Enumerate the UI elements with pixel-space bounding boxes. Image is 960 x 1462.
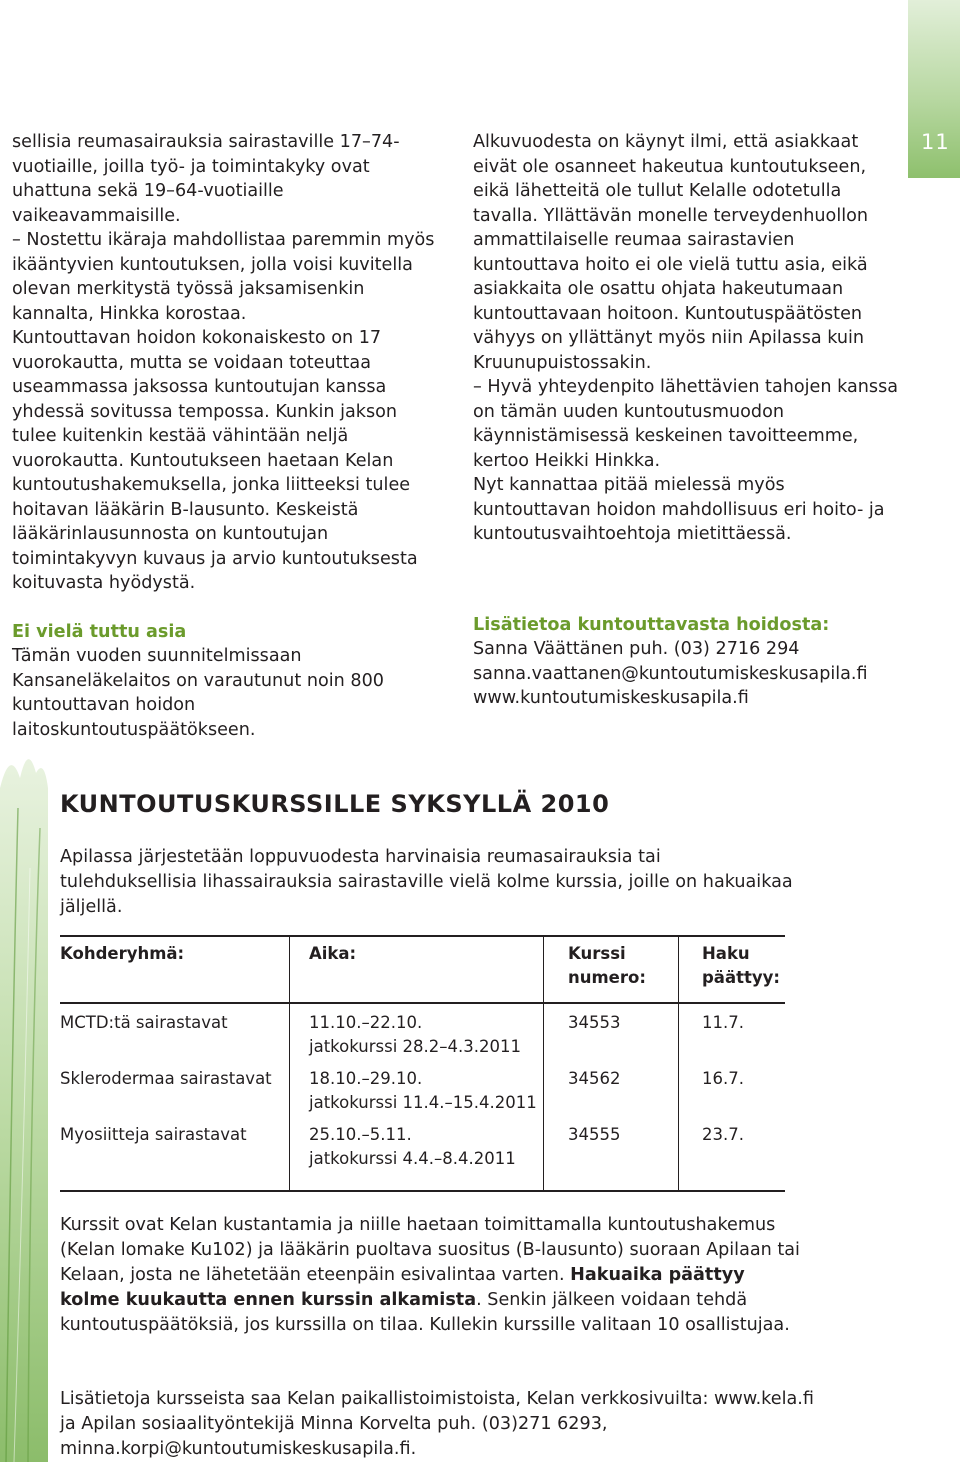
outro-deadline-emphasis: Hakuaika päättyy kolme kuukautta ennen kurssin alkamista xyxy=(60,1265,745,1310)
left-para-2: – Nostettu ikäraja mahdollistaa paremmin myös ikääntyvien kuntoutuksen, jolla voisi kuvitella olevan merkitystä työssä jaksamisenkin kannalta, Hinkka korostaa. xyxy=(12,230,435,324)
table-row-1-time: 11.10.–22.10. xyxy=(309,1013,423,1032)
table-row-2-group: Sklerodermaa sairastavat xyxy=(60,1069,272,1088)
course-intro: Apilassa järjestetään loppuvuodesta harvinaisia reumasairauksia tai tulehduksellisia lihassairauksia sairastaville vielä kolme kurssia, joille on hakuaikaa jäljellä. xyxy=(60,847,793,917)
info-web-link[interactable]: www.kuntoutumiskeskusapila.fi xyxy=(473,688,749,708)
course-box-title: KUNTOUTUSKURSSILLE SYKSYLLÄ 2010 xyxy=(60,790,610,818)
table-row-1-deadline: 11.7. xyxy=(702,1013,744,1032)
right-para-2: – Hyvä yhteydenpito lähettävien tahojen kanssa on tämän uuden kuntoutusmuodon käynnistämisessä keskeinen tavoitteemme, kertoo Heikki Hinkka. xyxy=(473,377,899,471)
header-target-group: Kohderyhmä: xyxy=(60,944,185,963)
table-row-2-number: 34562 xyxy=(568,1069,621,1088)
right-column xyxy=(473,130,903,711)
outro-text-b: . Senkin jälkeen voidaan tehdä kuntoutuspäätöksiä, jos kurssilla on tilaa. Kullekin kurssille valitaan 10 osallistujaa. xyxy=(60,1290,790,1335)
section-subheading: Ei vielä tuttu asia xyxy=(12,621,187,642)
table-row-2-deadline: 16.7. xyxy=(702,1069,744,1088)
table-row-3-time-extra: jatkokurssi 4.4.–8.4.2011 xyxy=(309,1149,516,1168)
info-email-link[interactable]: sanna.vaattanen@kuntoutumiskeskusapila.fi xyxy=(473,663,868,684)
table-row-2-time-extra: jatkokurssi 11.4.–15.4.2011 xyxy=(309,1093,537,1112)
right-para-3: Nyt kannattaa pitää mielessä myös kuntouttavan hoidon mahdollisuus eri hoito- ja kuntoutusvaihtoehtoja mietittäessä. xyxy=(473,475,885,544)
info-contact-name: Sanna Väättänen puh. (03) 2716 294 xyxy=(473,639,800,659)
table-row-1-number: 34553 xyxy=(568,1013,621,1032)
course-outro xyxy=(60,1213,810,1338)
right-para-1: Alkuvuodesta on käynyt ilmi, että asiakkaat eivät ole osanneet hakeutua kuntoutukseen, eikä lähetteitä ole tullut Kelalle odotetulla tavalla. Yllättävän monelle terveydenhuollon ammattilaiselle reumaa sairastavien kuntouttava hoito ei ole vielä tuttu asia, eikä asiakkaita ole osattu ohjata hakeutumaan kuntouttavaan hoitoon. Kuntoutuspäätösten vähyys on yllättänyt myös niin Apilassa kuin Kruunupuistossakin. xyxy=(473,132,869,373)
grass-decoration xyxy=(0,748,50,1462)
more-info: Lisätietoja kursseista saa Kelan paikallistoimistoista, Kelan verkkosivuilta: www.kela.fi ja Apilan sosiaalityöntekijä Minna Korvelta puh. (03)271 6293, minna.korpi@kuntoutumiskeskusapila.fi. xyxy=(60,1389,814,1459)
left-column xyxy=(12,130,437,742)
left-para-3: Kuntouttavan hoidon kokonaiskesto on 17 vuorokautta, mutta se voidaan toteuttaa useammassa jaksossa kuntoutujan kanssa yhdessä sovitussa tempossa. Kunkin jakson tulee kuitenkin kestää vähintään neljä vuorokautta. Kuntoutukseen haetaan Kelan kuntoutushakemuksella, jonka liitteeksi tulee hoitavan lääkärin B-lausunto. Keskeistä lääkärinlausunnosta on kuntoutujan toimintakyvyn kuvaus ja arvio kuntoutuksesta koituvasta hyödystä. xyxy=(12,328,418,593)
info-heading: Lisätietoa kuntouttavasta hoidosta: xyxy=(473,614,830,635)
table-row-3-number: 34555 xyxy=(568,1125,621,1144)
left-para-1: sellisia reumasairauksia sairastaville 17–74-vuotiaille, joilla työ- ja toimintakyky ovat uhattuna sekä 19–64-vuotiaille vaikeavammaisille. xyxy=(12,132,400,226)
outro-text-a: Kurssit ovat Kelan kustantamia ja niille haetaan toimittamalla kuntoutushakemus (Kelan lomake Ku102) ja lääkärin puoltava suositus (B-lausunto) suoraan Apilaan tai Kelaan, josta ne lähetetään eteenpäin esivalintaa varten. xyxy=(60,1215,800,1285)
left-para-4: Tämän vuoden suunnitelmissaan Kansaneläkelaitos on varautunut noin 800 kuntouttavan hoidon laitoskuntoutuspäätökseen. xyxy=(12,646,384,740)
header-time: Aika: xyxy=(309,944,357,963)
table-row-1-time-extra: jatkokurssi 28.2–4.3.2011 xyxy=(309,1037,522,1056)
header-course-number: Kurssi numero: xyxy=(568,944,646,987)
table-row-3-group: Myosiitteja sairastavat xyxy=(60,1125,247,1144)
table-row-3-deadline: 23.7. xyxy=(702,1125,744,1144)
table-row-1-group: MCTD:tä sairastavat xyxy=(60,1013,228,1032)
table-row-2-time: 18.10.–29.10. xyxy=(309,1069,423,1088)
page-number: 11 xyxy=(921,130,950,154)
table-row-3-time: 25.10.–5.11. xyxy=(309,1125,412,1144)
course-box xyxy=(60,790,820,818)
header-deadline: Haku päättyy: xyxy=(702,944,780,987)
